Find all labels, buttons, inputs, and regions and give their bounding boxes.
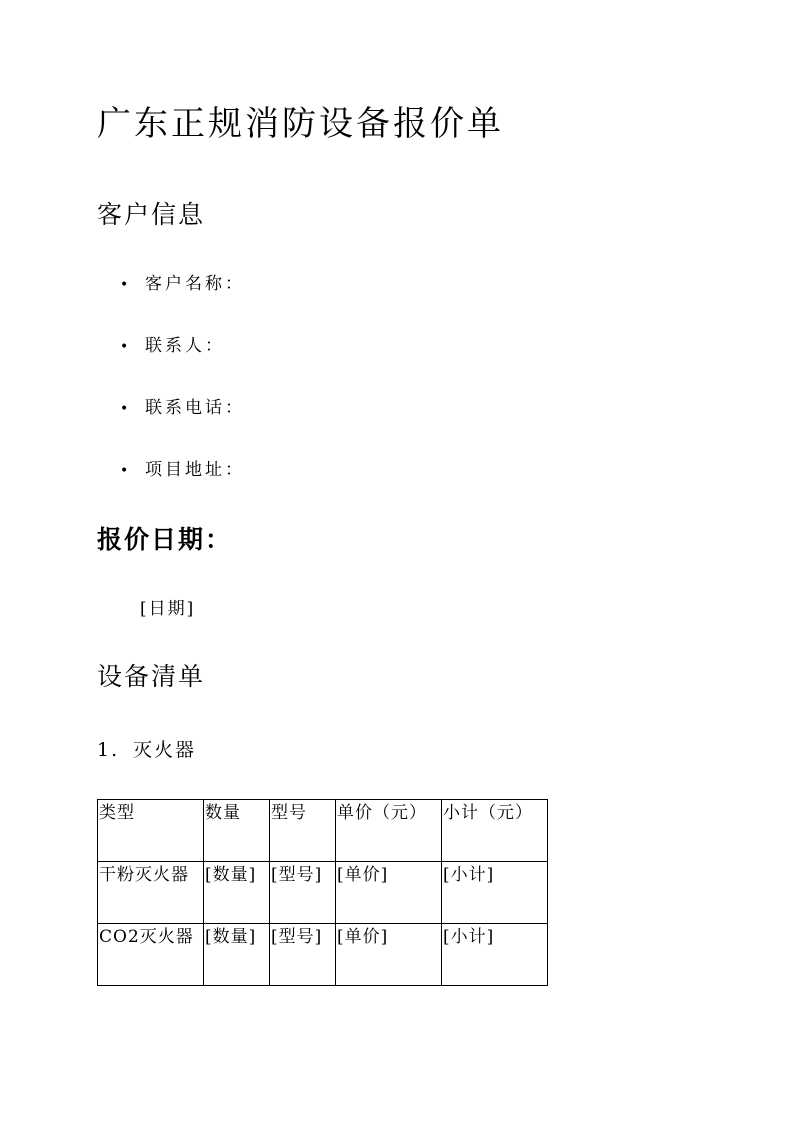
header-cell-subtotal: 小计（元） (442, 800, 548, 862)
table-cell: [型号] (270, 862, 336, 924)
table-cell: 干粉灭火器 (98, 862, 204, 924)
table-cell: [单价] (336, 924, 442, 986)
list-item (120, 394, 245, 456)
section-heading-extinguishers (97, 735, 196, 762)
header-cell-type: 类型 (98, 800, 204, 862)
quote-date-value: [日期] (140, 599, 196, 619)
table-cell: [数量] (204, 924, 270, 986)
table-cell: [单价] (336, 862, 442, 924)
customer-name-label: 客户名称： (145, 274, 245, 294)
table-cell: CO2灭火器 (98, 924, 204, 986)
list-item (120, 456, 245, 518)
bullet-icon: • (120, 401, 132, 417)
table-row (98, 862, 548, 924)
list-item (120, 270, 245, 332)
contact-phone-label: 联系电话： (145, 398, 245, 418)
section-number: 1. (97, 739, 120, 761)
table-header-row (98, 800, 548, 862)
header-cell-quantity: 数量 (204, 800, 270, 862)
section-name: 灭火器 (133, 739, 197, 761)
bullet-icon: • (120, 463, 132, 479)
header-cell-unit-price: 单价（元） (336, 800, 442, 862)
contact-person-label: 联系人： (145, 336, 225, 356)
customer-info-list (120, 270, 245, 518)
document-title: 广东正规消防设备报价单 (97, 104, 504, 144)
table-cell: [数量] (204, 862, 270, 924)
quote-date-heading: 报价日期： (97, 525, 233, 554)
table-cell: [小计] (442, 862, 548, 924)
list-item (120, 332, 245, 394)
equipment-list-heading: 设备清单 (97, 662, 206, 691)
extinguisher-table (97, 799, 548, 986)
table-cell: [型号] (270, 924, 336, 986)
bullet-icon: • (120, 339, 132, 355)
project-address-label: 项目地址： (145, 460, 245, 480)
header-cell-model: 型号 (270, 800, 336, 862)
bullet-icon: • (120, 277, 132, 293)
table-cell: [小计] (442, 924, 548, 986)
customer-info-heading: 客户信息 (97, 200, 206, 229)
table-row (98, 924, 548, 986)
